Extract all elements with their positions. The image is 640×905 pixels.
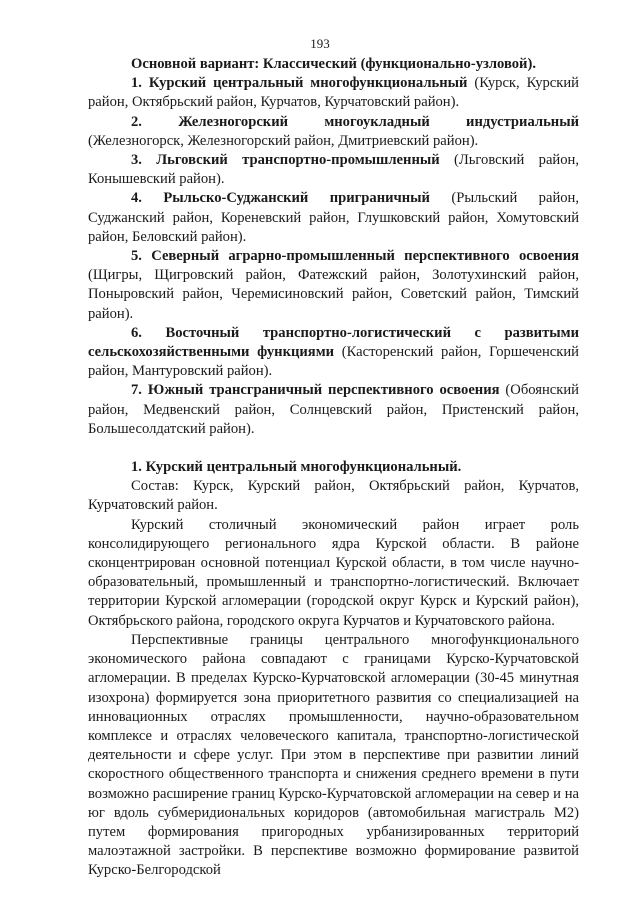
spacer: [88, 439, 579, 458]
body-paragraph-1: Курский столичный экономический район играет роль консолидирующего регионального ядра Курской области. В районе сконцентрирован основной потенциал Курской области, в том числе научно-образовательный, промышленный и транспортно-логистический. Включает территории Курской агломерации (городской округ Курск и Курский район), Октябрьского района, городского округа Курчатов и Курчатовского района.: [88, 516, 579, 629]
main-variant-heading: Основной вариант: Классический (функционально-узловой).: [131, 56, 536, 72]
section-title: 1. Курский центральный многофункциональный.: [131, 459, 462, 476]
district-item-3: 3. Льговский транспортно-промышленный (Льговский район, Конышевский район).: [88, 152, 579, 188]
district-item-6: 6. Восточный транспортно-логистический с развитыми сельскохозяйственными функциями (Касторенский район, Горшеченский район, Мантуровский район).: [88, 324, 579, 380]
district-item-4: 4. Рыльско-Суджанский приграничный (Рыльский район, Суджанский район, Кореневский район, Глушковский район, Хомутовский район, Беловский район).: [88, 190, 580, 245]
district-item-5: 5. Северный аграрно-промышленный перспективного освоения (Щигры, Щигровский район, Фатежский район, Золотухинский район, Поныровский район, Черемисиновский район, Советский район, Тимский район).: [88, 248, 579, 322]
composition-paragraph: Состав: Курск, Курский район, Октябрьский район, Курчатов, Курчатовский район.: [88, 478, 579, 514]
body-paragraph-2: Перспективные границы центрального многофункционального экономического района совпадают с границами Курско-Курчатовской агломерации. В пределах Курско-Курчатовской агломерации (30-45 минутная изохрона) формируется зона приоритетного развития со специализацией на инновационных отраслях промышленности, научно-образовательном комплексе и отраслях человеческого капитала, транспортно-логистической деятельности и сфере услуг. При этом в перспективе при развитии линий скоростного общественного транспорта и снижения среднего времени в пути возможно расширение границ Курско-Курчатовской агломерации на север и на юг вдоль субмеридиональных коридоров (автомобильная магистраль М2) путем формирования пригородных урбанизированных территорий малоэтажной застройки. В перспективе возможно формирование развитой Курско-Белгородской: [88, 631, 579, 879]
page-number: 193: [310, 36, 330, 51]
document-body: [88, 55, 579, 881]
district-item-2: 2. Железногорский многоукладный индустриальный (Железногорск, Железногорский район, Дмитриевский район).: [88, 113, 579, 149]
district-item-1: 1. Курский центральный многофункциональный (Курск, Курский район, Октябрьский район, Курчатов, Курчатовский район).: [88, 75, 579, 111]
district-item-7: 7. Южный трансграничный перспективного освоения (Обоянский район, Медвенский район, Солнцевский район, Пристенский район, Большесолдатский район).: [88, 382, 579, 437]
